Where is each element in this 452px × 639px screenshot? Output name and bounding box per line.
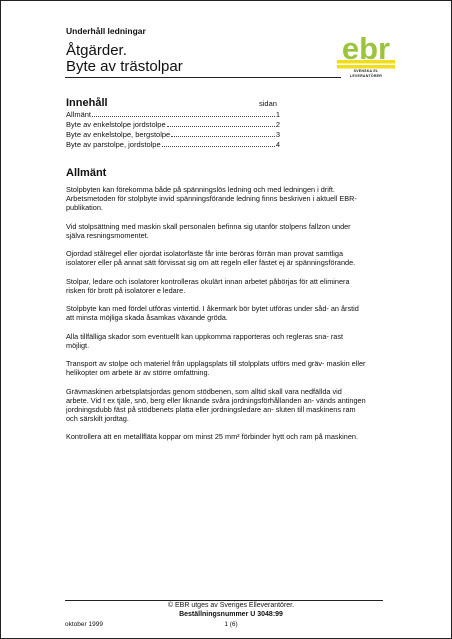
title-line-1: Åtgärder. bbox=[66, 42, 127, 59]
toc-item-page: 1 bbox=[275, 110, 280, 119]
paragraph: Ojordad stålregel eller ojordat isolatorfäste får inte beröras förrän man provat samtliga isolatorer eller på annat sätt förvissat sig om att regeln eller fästet ej är spänningsförande. bbox=[66, 249, 356, 267]
toc-heading: Innehåll bbox=[66, 97, 108, 109]
paragraph: Stolpar, ledare och isolatorer kontrolleras okulärt innan arbetet påbörjas för att eliminera risken för brott på isolatorer e ledare. bbox=[66, 276, 350, 295]
footer-order-number: Beställningsnummer U 3048:99 bbox=[179, 611, 283, 618]
footer-copyright: © EBR utges av Sveriges Elleverantörer. bbox=[167, 602, 295, 609]
table-of-contents bbox=[66, 110, 280, 150]
footer-divider bbox=[65, 600, 383, 601]
logo-text: ebr bbox=[341, 31, 391, 66]
toc-item-label: Byte av enkelstolpe jordstolpe bbox=[66, 120, 166, 129]
toc-item bbox=[66, 110, 280, 120]
paragraph: Alla tillfälliga skador som eventuellt kan uppkomma rapporteras och regleras sna- rast möjligt. bbox=[66, 331, 344, 350]
section-label: Underhåll ledningar bbox=[66, 26, 146, 36]
toc-item-label: Byte av parstolpe, jordstolpe bbox=[66, 140, 161, 149]
logo-subtitle-1: SVENSKA EL bbox=[353, 69, 379, 73]
toc-item-page: 4 bbox=[275, 140, 280, 149]
toc-leader-dots bbox=[92, 110, 275, 117]
footer-date: oktober 1999 bbox=[65, 621, 103, 628]
title-line-2: Byte av trästolpar bbox=[66, 58, 183, 75]
toc-leader-dots bbox=[171, 130, 275, 137]
toc-item-label: Allmänt bbox=[66, 110, 92, 119]
toc-leader-dots bbox=[167, 120, 275, 127]
toc-item-page: 3 bbox=[275, 130, 280, 139]
paragraph: Stolpbyten kan förekomma både på spänningslös ledning och med ledningen i drift. Arbetsmetoden för stolpbyte invid spänningsförande ledning finns beskriven i aktuell EBR- publikation. bbox=[66, 185, 357, 212]
footer-page-number: 1 (6) bbox=[224, 621, 238, 628]
toc-item-page: 2 bbox=[275, 120, 280, 129]
section-heading: Allmänt bbox=[66, 167, 107, 179]
toc-page-label: sidan bbox=[259, 99, 277, 108]
toc-item bbox=[66, 120, 280, 130]
paragraph: Vid stolpsättning med maskin skall personalen befinna sig utanför stolpens fallzon under själva resningsmomentet. bbox=[66, 221, 351, 240]
paragraph: Kontrollera att en metallfläta koppar om minst 25 mm² förbinder hytt och ram på maskinen. bbox=[66, 432, 359, 441]
document-title bbox=[66, 43, 183, 75]
toc-item-label: Byte av enkelstolpe, bergstolpe bbox=[66, 130, 171, 139]
toc-item bbox=[66, 130, 280, 140]
toc-item bbox=[66, 140, 280, 150]
paragraph: Transport av stolpe och materiel från upplagsplats till stolpplats utförs med gräv- maskin eller helikopter om arbete är av större omfattning. bbox=[66, 359, 366, 377]
paragraph: Stolpbyte kan med fördel utföras vintertid. I åkermark bör bytet utföras under såd- an årstid att minsta möjliga skada åsamkas växande gröda. bbox=[66, 304, 359, 322]
main-content bbox=[66, 167, 366, 451]
title-divider bbox=[65, 77, 341, 78]
toc-leader-dots bbox=[162, 140, 275, 147]
logo-subtitle-2: LEVERANTÖRER bbox=[349, 74, 383, 78]
paragraph: Grävmaskinen arbetsplatsjordas genom stödbenen, som alltid skall vara nedfällda vid arbete. Vid t ex tjäle, snö, berg eller liknande svåra jordningsförhållanden an- vänds antingen jordningsdubb fäst på stödbenets platta eller jordningsledare an- sluten till maskinens ram och särskilt jordtag. bbox=[66, 386, 366, 423]
